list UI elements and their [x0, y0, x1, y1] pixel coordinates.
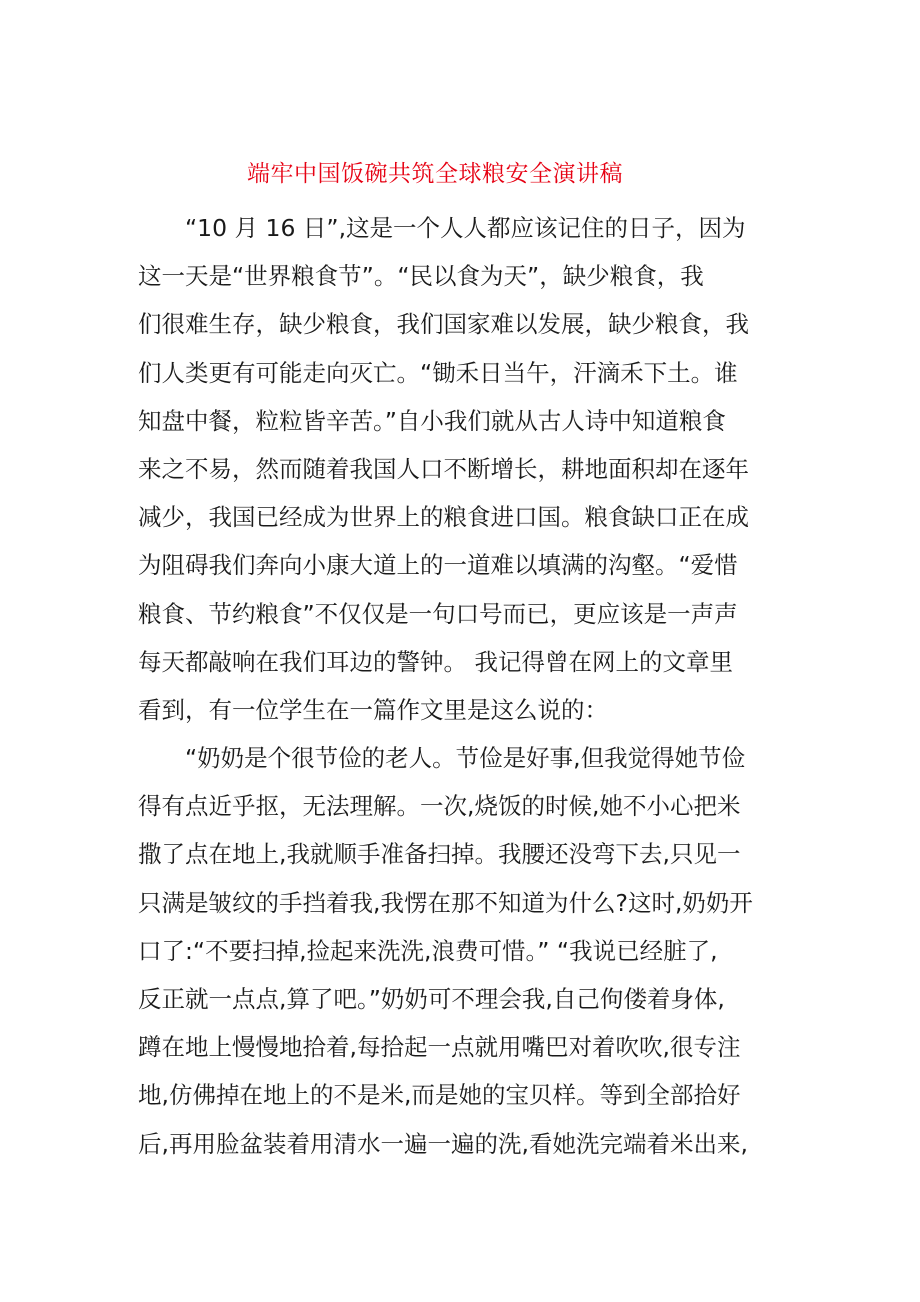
- text-line: 这一天是“世界粮食节”。“民以食为天”，缺少粮食，我: [138, 262, 704, 291]
- text-line: 得有点近乎抠，无法理解。一次,烧饭的时候,她不小心把米: [138, 792, 741, 821]
- text-line: 口了:“不要扫掉,捡起来洗洗,浪费可惜。” “我说已经脏了,: [138, 936, 718, 965]
- text-line: 知盘中餐，粒粒皆辛苦。”自小我们就从古人诗中知道粮食: [138, 406, 726, 435]
- text-line: 每天都敲响在我们耳边的警钟。 我记得曾在网上的文章里: [138, 647, 733, 676]
- text-line: 地,仿佛掉在地上的不是米,而是她的宝贝样。等到全部拾好: [138, 1081, 741, 1110]
- text-line: 撒了点在地上,我就顺手准备扫掉。我腰还没弯下去,只见一: [138, 840, 741, 869]
- text-line: 来之不易，然而随着我国人口不断增长，耕地面积却在逐年: [138, 454, 749, 483]
- text-line: 看到，有一位学生在一篇作文里是这么说的：: [138, 695, 608, 724]
- text-line: 只满是皱纹的手挡着我,我愣在那不知道为什么?这时,奶奶开: [138, 888, 753, 917]
- text-line: 蹲在地上慢慢地拾着,每拾起一点就用嘴巴对着吹吹,很专注: [138, 1033, 741, 1062]
- text-line: 为阻碍我们奔向小康大道上的一道难以填满的沟壑。“爱惜: [138, 551, 738, 580]
- text-line: 减少，我国已经成为世界上的粮食进口国。粮食缺口正在成: [138, 503, 749, 532]
- document-body: [138, 204, 798, 1168]
- text-line: 反正就一点点,算了吧。”奶奶可不理会我,自己佝偻着身体,: [138, 985, 725, 1013]
- text-line: 后,再用脸盆装着用清水一遍一遍的洗,看她洗完端着米出来,: [138, 1129, 748, 1158]
- text-line: 们很难生存，缺少粮食，我们国家难以发展，缺少粮食，我: [138, 310, 749, 339]
- text-line: 们人类更有可能走向灭亡。“锄禾日当午，汗滴禾下土。谁: [138, 358, 738, 387]
- text-line: 粮食、节约粮食”不仅仅是一句口号而已，更应该是一声声: [138, 599, 738, 628]
- document-title: 端牢中国饭碗共筑全球粮安全演讲稿: [247, 161, 623, 187]
- text-line: “奶奶是个很节俭的老人。节俭是好事,但我觉得她节俭: [138, 744, 746, 773]
- text-line: “10 月 16 日”,这是一个人人都应该记住的日子，因为: [138, 214, 746, 242]
